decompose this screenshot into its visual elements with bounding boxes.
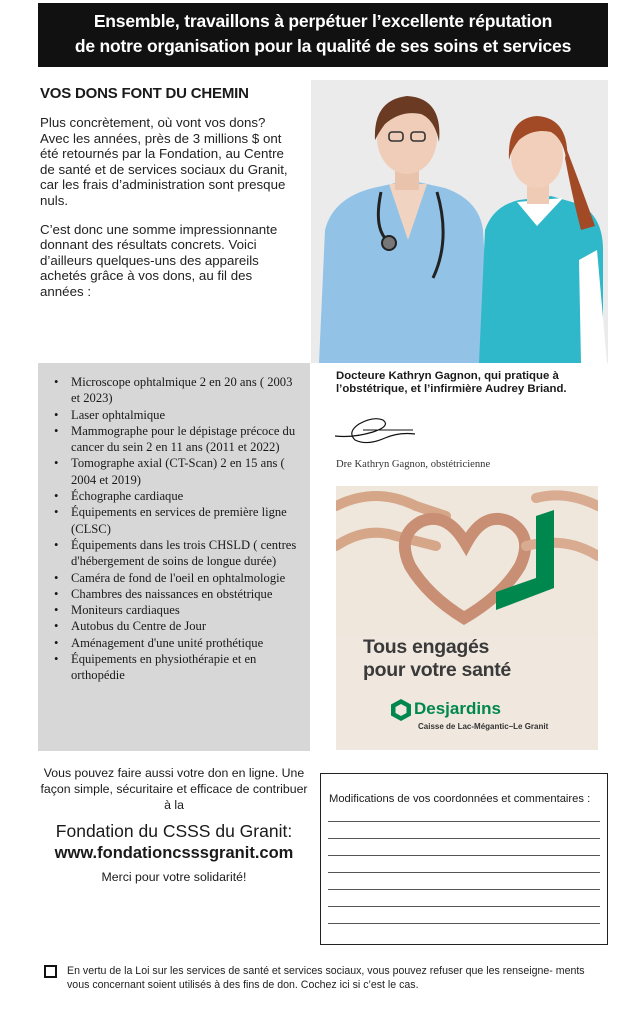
- list-item: • Microscope ophtalmique 2 en 20 ans ( 2003 et 2023): [71, 374, 301, 407]
- banner-line-2: de notre organisation pour la qualité de ses soins et services: [74, 36, 572, 56]
- intro-text: [40, 115, 290, 313]
- thanks-text: Merci pour votre solidarité!: [101, 869, 247, 884]
- list-item: • Équipements en services de première ligne (CLSC): [71, 504, 301, 537]
- header-banner: [38, 3, 608, 67]
- list-item: • Mammographe pour le dépistage précoce du cancer du sein 2 en 11 ans (2011 et 2022): [71, 423, 301, 456]
- comment-line[interactable]: [328, 838, 600, 839]
- ad-headline-line-1: Tous engagés: [363, 636, 490, 658]
- comment-line[interactable]: [328, 855, 600, 856]
- list-item: • Autobus du Centre de Jour: [71, 618, 301, 634]
- ad-headline: [363, 636, 511, 682]
- ad-brand: Desjardins: [414, 699, 501, 718]
- online-donation-block: [40, 765, 308, 884]
- consent-checkbox[interactable]: [44, 965, 57, 978]
- ad-branch: Caisse de Lac-Mégantic–Le Granit: [418, 722, 549, 731]
- desjardins-logo-icon: [390, 698, 412, 727]
- signature-name: Dre Kathryn Gagnon, obstétricienne: [336, 459, 491, 470]
- banner-line-1: Ensemble, travaillons à perpétuer l’excellente réputation: [93, 11, 553, 31]
- staff-photo-illustration: [311, 80, 608, 363]
- equipment-list: [71, 374, 301, 684]
- comment-line[interactable]: [328, 906, 600, 907]
- comments-label: Modifications de vos coordonnées et commentaires :: [329, 793, 591, 805]
- list-item: • Chambres des naissances en obstétrique: [71, 586, 301, 602]
- heart-hands-illustration: [336, 486, 598, 636]
- online-text: Vous pouvez faire aussi votre don en ligne. Une façon simple, sécuritaire et efficace de contribuer à la: [40, 766, 308, 813]
- comment-line[interactable]: [328, 821, 600, 822]
- list-item: • Caméra de fond de l'oeil en ophtalmologie: [71, 570, 301, 586]
- list-item: • Tomographe axial (CT-Scan) 2 en 15 ans ( 2004 et 2019): [71, 455, 301, 488]
- list-item: • Échographe cardiaque: [71, 488, 301, 504]
- comment-line[interactable]: [328, 923, 600, 924]
- equipment-list-panel: [38, 363, 310, 751]
- list-item: • Équipements en physiothérapie et en orthopédie: [71, 651, 301, 684]
- donation-link[interactable]: www.fondationcsssgranit.com: [54, 843, 294, 862]
- foundation-name: Fondation du CSSS du Granit:: [55, 820, 293, 841]
- list-item: • Aménagement d'une unité prothétique: [71, 635, 301, 651]
- ad-headline-line-2: pour votre santé: [363, 659, 511, 681]
- section-title: VOS DONS FONT DU CHEMIN: [40, 85, 249, 102]
- consent-text: En vertu de la Loi sur les services de santé et services sociaux, vous pouvez refuser que les renseigne- ments vous concernant soient utilisés à des fins de don. Cochez ici si c’est le cas.: [67, 965, 585, 991]
- handwritten-signature: [333, 412, 419, 457]
- comment-line[interactable]: [328, 889, 600, 890]
- list-item: • Laser ophtalmique: [71, 407, 301, 423]
- list-item: • Moniteurs cardiaques: [71, 602, 301, 618]
- intro-paragraph-2: C’est donc une somme impressionnante donnant des résultats concrets. Voici d’ailleurs quelques-uns des appareils achetés grâce à vos dons, au fil des années :: [40, 221, 278, 299]
- comment-line[interactable]: [328, 872, 600, 873]
- staff-photo: [311, 80, 608, 363]
- desjardins-ad: [336, 486, 598, 750]
- list-item: • Équipements dans les trois CHSLD ( centres d'hébergement de soins de longue durée): [71, 537, 301, 570]
- intro-paragraph-1: Plus concrètement, où vont vos dons? Avec les années, près de 3 millions $ ont été retournés par la Fondation, au Centre de santé et de services sociaux du Granit, car les frais d’administration sont presque nuls.: [40, 115, 288, 208]
- comments-form: [320, 773, 608, 945]
- photo-caption: Docteure Kathryn Gagnon, qui pratique à l’obstétrique, et l’infirmière Audrey Briand.: [336, 370, 567, 395]
